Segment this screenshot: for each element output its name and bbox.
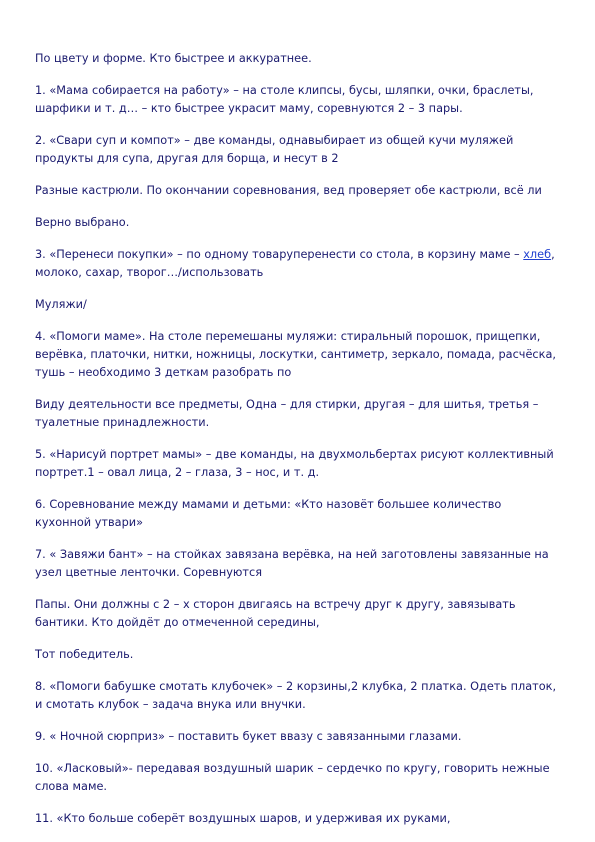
intro-paragraph: По цвету и форме. Кто быстрее и аккуратнее. [35,52,312,65]
item-10-paragraph: 10. «Ласковый»- передавая воздушный шарик – сердечко по кругу, говорить нежные слова маме. [35,762,550,793]
document-page [35,50,560,842]
item-3-continuation-paragraph: Муляжи/ [35,298,87,311]
item-8-paragraph: 8. «Помоги бабушке смотать клубочек» – 2 корзины,2 клубка, 2 платка. Одеть платок, и смотать клубок – задача внука или внучки. [35,680,557,711]
item-6-paragraph: 6. Соревнование между мамами и детьми: «Кто назовёт большее количество кухонной утвари» [35,498,502,529]
item-2-paragraph: 2. «Свари суп и компот» – две команды, однавыбирает из общей кучи муляжей продукты для супа, другая для борща, и несут в 2 [35,134,514,165]
item-7-end-paragraph: Тот победитель. [35,648,134,661]
item-3-text-start: 3. «Перенеси покупки» – по одному товаруперенести со стола, в корзину маме – [35,248,524,261]
item-2-continuation-paragraph: Разные кастрюли. По окончании соревнования, вед проверяет обе кастрюли, всё ли [35,184,542,197]
bread-link[interactable]: хлеб [523,248,552,261]
item-9-paragraph: 9. « Ночной сюрприз» – поставить букет ввазу с завязанными глазами. [35,730,462,743]
item-1-paragraph: 1. «Мама собирается на работу» – на столе клипсы, бусы, шляпки, очки, браслеты, шарфики и т. д… – кто быстрее украсит маму, соревнуются 2 – 3 пары. [35,84,534,115]
item-4-paragraph: 4. «Помоги маме». На столе перемешаны муляжи: стиральный порошок, прищепки, верёвка, платочки, нитки, ножницы, лоскутки, сантиметр, зеркало, помада, расчёска, тушь – необходимо 3 деткам разобрать по [35,330,556,379]
item-7-continuation-paragraph: Папы. Они должны с 2 – х сторон двигаясь на встречу друг к другу, завязывать бантики. Кто дойдёт до отмеченной середины, [35,598,516,629]
item-7-paragraph: 7. « Завяжи бант» – на стойках завязана верёвка, на ней заготовлены завязанные на узел цветные ленточки. Соревнуются [35,548,549,579]
item-11-paragraph: 11. «Кто больше соберёт воздушных шаров, и удерживая их руками, [35,812,451,825]
item-2-end-paragraph: Верно выбрано. [35,216,130,229]
item-3-paragraph [35,246,560,282]
item-3-text-end: , молоко, сахар, творог…/использовать [35,248,555,279]
item-5-paragraph: 5. «Нарисуй портрет мамы» – две команды, на двухмольбертах рисуют коллективный портрет.1 – овал лица, 2 – глаза, 3 – нос, и т. д. [35,448,554,479]
item-4-continuation-paragraph: Виду деятельности все предметы, Одна – для стирки, другая – для шитья, третья – туалетные принадлежности. [35,398,539,429]
